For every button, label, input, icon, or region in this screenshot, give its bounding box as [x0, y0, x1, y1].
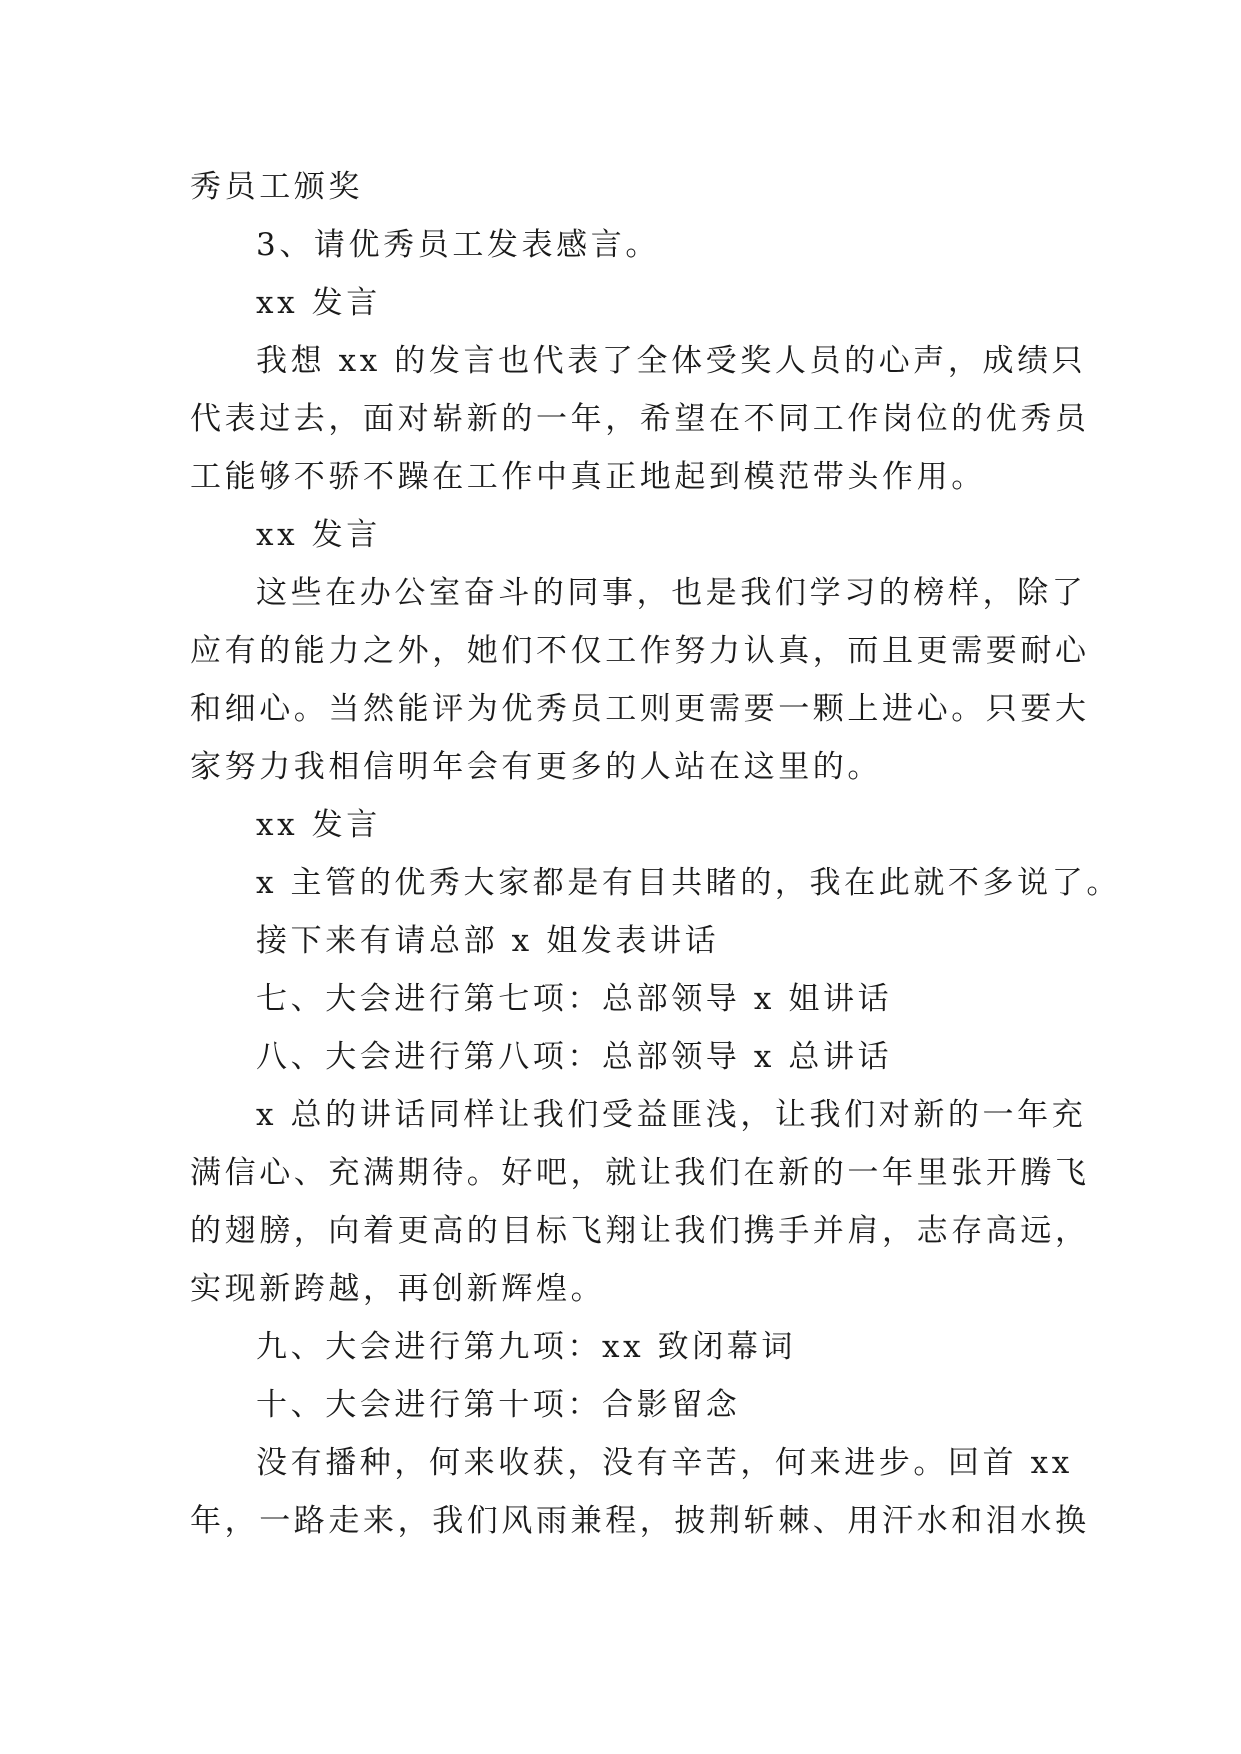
- text-line: 满信心、充满期待。好吧，就让我们在新的一年里张开腾飞: [190, 1155, 1090, 1191]
- text-line: 3、请优秀员工发表感言。: [256, 227, 660, 263]
- text-line: x 总的讲话同样让我们受益匪浅，让我们对新的一年充: [256, 1097, 1087, 1133]
- text-line: 接下来有请总部 x 姐发表讲话: [256, 923, 720, 959]
- text-line: 家努力我相信明年会有更多的人站在这里的。: [190, 749, 882, 785]
- text-line: x 主管的优秀大家都是有目共睹的，我在此就不多说了。: [256, 865, 1121, 901]
- text-line: 我想 xx 的发言也代表了全体受奖人员的心声，成绩只: [256, 343, 1087, 379]
- text-line: 七、大会进行第七项：总部领导 x 姐讲话: [256, 981, 893, 1017]
- text-line: 这些在办公室奋斗的同事，也是我们学习的榜样，除了: [256, 575, 1087, 611]
- text-line: 应有的能力之外，她们不仅工作努力认真，而且更需要耐心: [190, 633, 1090, 669]
- text-line: 的翅膀，向着更高的目标飞翔让我们携手并肩，志存高远，: [190, 1213, 1090, 1249]
- text-line: 八、大会进行第八项：总部领导 x 总讲话: [256, 1039, 893, 1075]
- text-line: 年，一路走来，我们风雨兼程，披荆斩棘、用汗水和泪水换: [190, 1503, 1090, 1539]
- text-line: 工能够不骄不躁在工作中真正地起到模范带头作用。: [190, 459, 986, 495]
- text-line: xx 发言: [256, 807, 381, 843]
- text-line: 没有播种，何来收获，没有辛苦，何来进步。回首 xx: [256, 1445, 1073, 1481]
- text-line: 十、大会进行第十项：合影留念: [256, 1387, 741, 1423]
- text-line: 和细心。当然能评为优秀员工则更需要一颗上进心。只要大: [190, 691, 1090, 727]
- document-body: [190, 158, 1121, 1550]
- text-line: xx 发言: [256, 285, 381, 321]
- text-line: 实现新跨越，再创新辉煌。: [190, 1271, 606, 1307]
- text-line: 秀员工颁奖: [190, 169, 363, 205]
- text-line: xx 发言: [256, 517, 381, 553]
- text-line: 九、大会进行第九项：xx 致闭幕词: [256, 1329, 797, 1365]
- text-line: 代表过去，面对崭新的一年，希望在不同工作岗位的优秀员: [190, 401, 1090, 437]
